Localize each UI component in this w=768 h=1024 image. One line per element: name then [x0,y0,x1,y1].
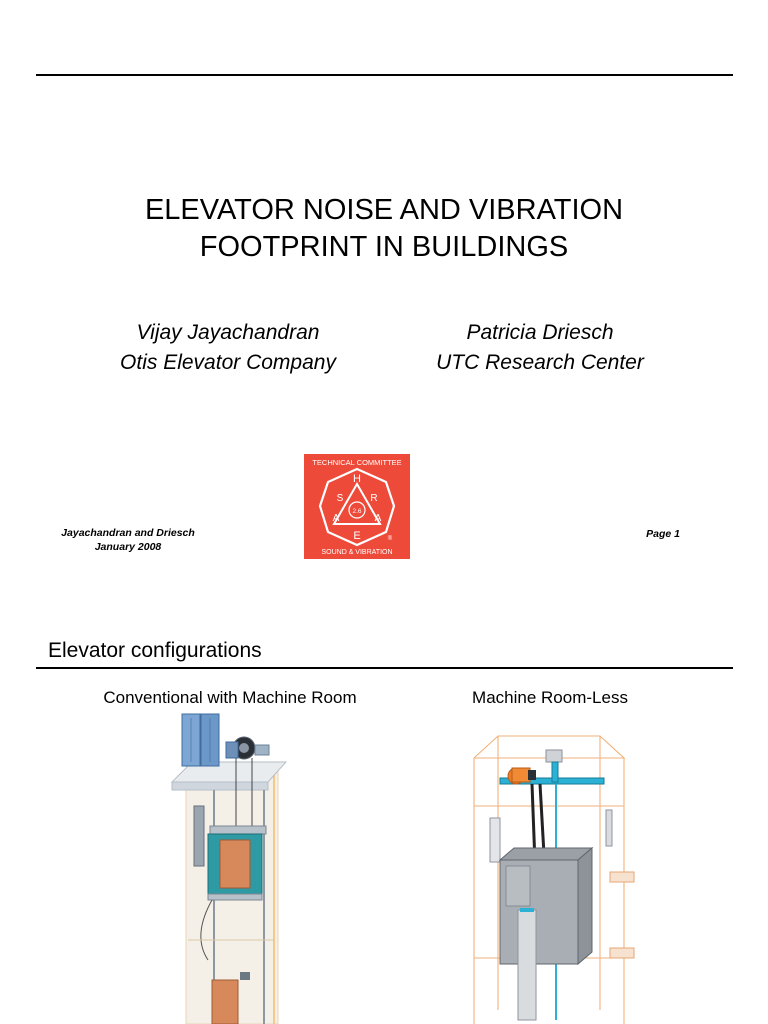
machine-room-slab-edge [172,782,268,790]
caption-machine-room-less: Machine Room-Less [472,688,628,707]
hoist-sheave-hub [239,743,249,753]
header-rule [36,74,733,76]
footer-left [40,526,216,554]
logo-letter-h: H [353,473,361,485]
author-2-org: UTC Research Center [436,351,644,374]
controller-box [490,818,500,862]
page-number: Page 1 [646,528,680,540]
footer-authors: Jayachandran and Driesch [61,527,195,539]
rope-hitch [546,750,562,762]
car-crosshead [210,826,266,834]
machine-motor [512,768,530,782]
slide-title [0,192,768,266]
logo-letter-r: R [370,493,378,504]
slide-title-line-2: FOOTPRINT IN BUILDINGS [199,231,569,263]
logo-letter-a-right: A [374,513,382,524]
elevator-car-door [220,840,250,888]
landing-sill-lower [610,948,634,958]
machine-sheave [528,770,536,780]
ashrae-tc-logo [304,454,410,559]
logo-letter-s: S [336,493,344,504]
car-top [500,848,592,860]
author-1-org: Otis Elevator Company [120,351,336,374]
caption-machine-room: Conventional with Machine Room [103,688,357,707]
counterweight [194,806,204,866]
wall-rail-bracket [606,810,612,846]
elevator-machine-room-less-diagram-icon [460,710,646,1024]
landing-sill-upper [610,872,634,882]
logo-letter-a-left: A [332,513,340,524]
hoist-brake [255,745,269,755]
author-2-name: Patricia Driesch [466,321,614,344]
logo-letter-e: E [353,530,361,542]
configurations-rule [36,667,733,669]
logo-registered-mark: ® [387,536,393,542]
car-side [578,848,592,964]
logo-top-text: TECHNICAL COMMITTEE [312,458,402,467]
author-2 [390,318,690,378]
author-1-name: Vijay Jayachandran [136,321,320,344]
logo-number: 2.6 [352,508,362,515]
configurations-slide [0,610,768,1024]
counterweight-frame [520,908,534,912]
logo-bottom-text: SOUND & VIBRATION [321,549,393,556]
landing-door [212,980,238,1024]
elevator-machine-room-diagram-icon [168,710,288,1024]
configurations-title: Elevator configurations [48,639,262,662]
author-1 [78,318,378,378]
car-platform [208,894,262,900]
slide-title-line-1: ELEVATOR NOISE AND VIBRATION [144,194,624,226]
landing-fixture [240,972,250,980]
hoist-motor [226,742,238,758]
car-panel [506,866,530,906]
footer-date: January 2008 [94,541,162,553]
counterweight [518,910,536,1020]
rail-top-bracket [552,762,558,782]
